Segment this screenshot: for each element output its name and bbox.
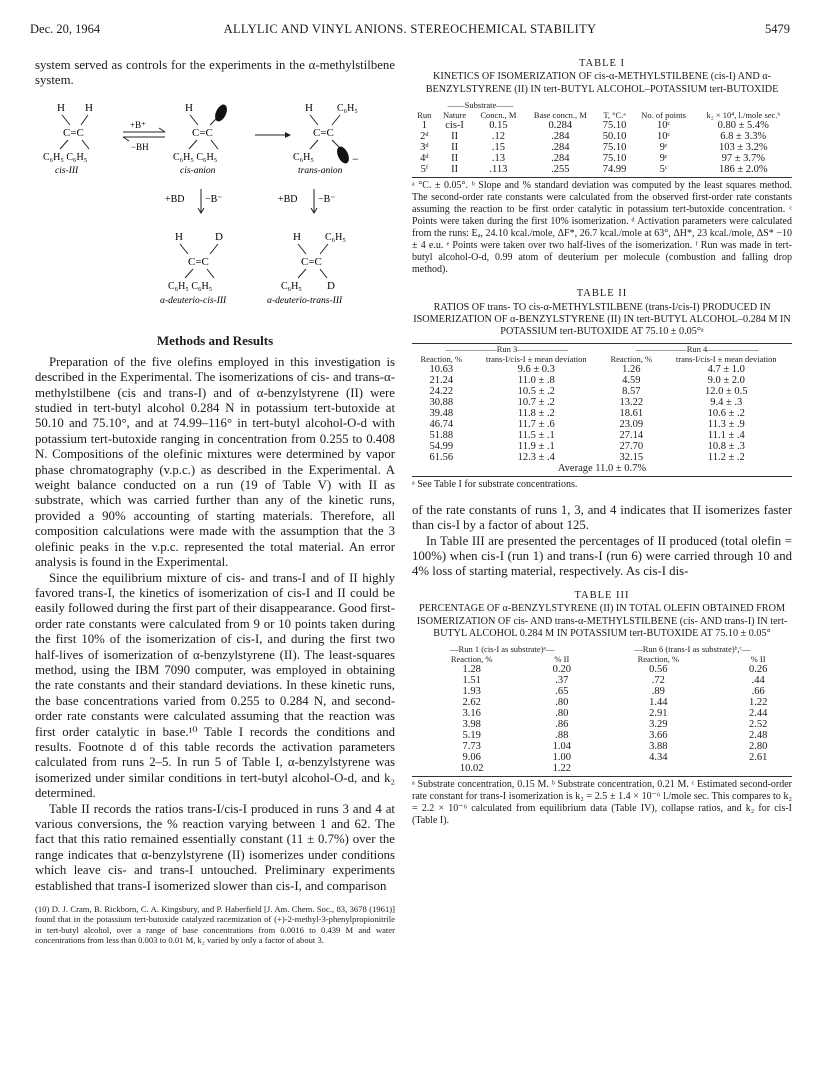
scheme-label: H [185,101,193,114]
table-cell: 0.80 ± 5.4% [717,120,769,132]
table-cell: 0.284 [548,120,573,132]
table-2-caption [412,288,792,339]
table-header-row [412,354,792,364]
table-cell: 0.20 [552,663,572,675]
running-header [30,22,790,40]
paragraph: Preparation of the five olefins employed in this investigation is described in the Experimental. The isomerizations of cis- and trans-α-methylstilbene (cis and trans-I) and of α-benzylstyrene (II) were studied in tert-butyl alcohol 0.284 N in potassium tert-butoxide at 50.10 and 75.10°, and at 74.99–116° in tert-butyl alcohol-O-d with potassium tert-butoxide ranging in concentration from 0.255 to 0.408 N. Compositions of the olefinic mixtures were determined by vapor phase chromatography (v.p.c.) as described in the Experimental. A weight balance conducted on a run (19 of Table V) with II as substrate, which was carried further than any of the kinetic runs, provided a 90% accounting of starting materials. Therefore, all composition calculations were made with the assumption that the 3 olefinic peaks in the v.p.c. represented the total material. An error analysis is found in the Experimental. [35,354,395,570]
table-header-cell: Base concn., M [533,110,587,121]
scheme-label: −B⁻ [205,193,223,205]
table-cell: II [451,164,459,176]
table-cell: .65 [555,685,569,697]
table-cell: .284 [551,131,570,143]
table-average: Average 11.0 ± 0.7% [557,462,647,474]
scheme-label: C₆H₅ [337,102,358,114]
scheme-label: C=C [313,126,334,139]
table-cell: .86 [555,718,569,730]
table-cell [592,763,724,774]
table-cell: 39.48 [429,407,454,419]
table-row [412,164,792,175]
table-row [412,730,792,741]
table-row [412,397,792,408]
scheme-label: C₆H₅ [293,151,314,163]
lone-pair-lobe [335,145,352,166]
table-row [412,131,792,142]
table-cell: 0.26 [748,663,768,675]
table-label: TABLE III [574,589,630,601]
deuterio-cis-III-structure [160,231,227,306]
scheme-label: C=C [192,126,213,139]
table-cell: 74.99 [602,164,627,176]
table-3-caption [412,590,792,641]
deuteration-arrow-left [165,189,223,213]
table-group-header: ——————Run 3—————— [445,343,569,354]
table-cell: 13.22 [619,396,644,408]
table-header-cell: % II [554,653,570,664]
table-cell: 5ᶠ [420,164,429,176]
table-cell: 97 ± 3.7% [721,153,765,165]
table-cell: 9.4 ± .3 [710,396,743,408]
table-cell: 12.3 ± .4 [517,451,555,463]
table-cell: 7.73 [462,740,481,752]
table-cell: 2.61 [748,751,768,763]
table-cell: 11.5 ± .1 [517,429,555,441]
table-row [412,386,792,397]
table-cell: 1.04 [552,740,572,752]
table-1 [412,100,792,175]
table-cell: .44 [751,674,765,686]
table-cell: 9.06 [462,751,481,763]
table-cell: 0.15 [489,120,508,132]
scheme-label: +B⁺ [130,119,146,130]
table-cell: 9ᶜ [659,153,668,165]
table-cell: .66 [751,685,765,697]
table-cell: 27.70 [619,440,644,452]
table-group-header: —Run 6 (trans-I as substrate)ᵇ,ᶜ— [634,643,751,654]
table-cell: 10.02 [459,762,484,774]
table-cell: 1.28 [462,663,481,675]
table-title: RATIOS OF trans- TO cis-α-METHYLSTILBENE (trans-I/cis-I) PRODUCED IN ISOMERIZATION OF α-BENZYLSTYRENE (II) IN tert-BUTYL ALCOHOL–0.284 M IN POTASSIUM tert-BUTOXIDE AT 75.10 ± 0.05°ᵃ [413,301,791,338]
table-cell: 2.44 [748,707,768,719]
table-cell: 4.59 [622,374,641,386]
table-group-header-row [412,644,792,654]
table-cell: 4.7 ± 1.0 [707,363,745,375]
compound-name: α-deuterio-trans-III [267,295,343,306]
table-cell: 75.10 [602,142,627,154]
table-cell: 9ᶜ [659,142,668,154]
table-cell: 75.10 [602,153,627,165]
table-header-cell: % II [750,653,766,664]
table-title: KINETICS OF ISOMERIZATION OF cis-α-METHYLSTILBENE (cis-I) AND α-BENZYLSTYRENE (II) IN tert-BUTYL ALCOHOL–POTASSIUM tert-BUTOXIDE [425,71,779,95]
paragraph: Table II records the ratios trans-I/cis-I produced in runs 3 and 4 at various conversions, the % reaction varying between 1 and 62. The fact that this ratio remained essentially constant (11 ± 0.7%) over the range indicates that α-benzylstyrene (II) isomerizes under conditions which leave cis- and trans-I untouched. Preliminary experiments established that trans-I isomerized slower than cis-I, and comparison [35,801,395,893]
table-cell: .284 [551,153,570,165]
table-cell: 23.09 [619,418,644,430]
table-cell: 54.99 [429,440,454,452]
table-cell: .88 [555,729,569,741]
table-row [412,452,792,463]
footnote: (10) D. J. Cram, B. Rickborn, C. A. Kingsbury, and P. Haberfield [J. Am. Chem. Soc., 83, 3678 (1961)] found that in the potassium tert-butoxide catalyzed racemization of (+)-2-methyl-3-phenylpropionitrile in tert-butyl alcohol, over a range of base concentrations from 0.0016 to 0.439 M and water concentrations from less than 0.003 to 0.01 M, k₂ varied by only a factor of about 3. [35,904,395,945]
table-cell: 12.0 ± 0.5 [705,385,748,397]
table-cell: 32.15 [619,451,644,463]
table-row [412,419,792,430]
table-cell: 21.24 [429,374,454,386]
table-label: TABLE II [576,288,628,300]
table-cell: .13 [491,153,505,165]
table-cell: 30.88 [429,396,454,408]
table-header-cell: Reaction, % [450,653,493,664]
table-cell: II [451,142,459,154]
table-cell [724,763,792,774]
table-cell: 9.6 ± 0.3 [517,363,555,375]
table-cell: 10.8 ± .3 [707,440,745,452]
table-cell: 61.56 [429,451,454,463]
table-cell: 11.9 ± .1 [517,440,555,452]
scheme-label: H [85,101,93,114]
table-cell: 11.0 ± .8 [517,374,555,386]
compound-name: trans-anion [298,165,343,176]
table-cell: 10.6 ± .2 [707,407,745,419]
table-cell: .37 [555,674,569,686]
table-cell: 2.80 [748,740,768,752]
table-group-header: —Run 1 (cis-I as substrate)ᵃ— [450,643,555,654]
header-page-number: 5479 [765,22,790,36]
scheme-label: C₆H₅ [325,231,346,243]
table-cell: .72 [651,674,665,686]
table-header-cell: Reaction, % [637,653,680,664]
table-3-notes: ᵃ Substrate concentration, 0.15 M. ᵇ Substrate concentration, 0.21 M. ᶜ Estimated second-order rate constant for trans-I isomerization is k₂ = 2.5 ± 1.4 × 10⁻⁶ l./mole sec. This compares to k₂ = 2.2 × 10⁻⁶ calculated from equilibrium data (Table IV), collapse ratios, and k₂ for cis-I (Table I). [412,778,792,826]
scheme-label: C₆H₅ C₆H₅ [173,151,218,163]
table-group-header-row [412,100,792,110]
table-row [412,763,792,774]
table-row [412,675,792,686]
table-cell: 1.00 [552,751,572,763]
table-cell: 27.14 [619,429,644,441]
left-column [35,58,395,945]
table-cell: 75.10 [602,120,627,132]
table-cell: 11.1 ± .4 [707,429,745,441]
table-header-cell: trans-I/cis-I ± mean deviation [675,353,777,364]
table-cell: 4.34 [649,751,668,763]
table-cell: II [451,153,459,165]
table-row [412,364,792,375]
table-row [412,708,792,719]
table-2-notes: ᵃ See Table I for substrate concentrations. [412,478,578,490]
table-cell: 10.7 ± .2 [517,396,555,408]
table-row [412,752,792,763]
paragraph: Since the equilibrium mixture of cis- and trans-I and of II highly favored trans-I, the kinetics of isomerization of cis-I and II could be easily followed during the first part of their disappearance. Good first-order rate constants were calculated from 9 or 10 points taken during the first 10% of the isomerization of cis-I, and during the first two half-lives of isomerization of α-benzylstyrene (II). The least-squares method, using the IBM 7090 computer, was employed in obtaining the rate constants and their standard deviations. In these kinetic runs, the base concentrations varied from 0.255 to 0.284 N, and second-order rate constants were calculated assuming that the reaction was first order catalytic in base.¹⁰ Table I records the conditions and results. Footnote d of this table records the activation parameters calculated from runs 2–5. In run 5 of Table I, α-benzylstyrene was isomerized under similar conditions in tert-butyl alcohol-O-d, and k₂ determined. [35,570,395,801]
table-row [412,408,792,419]
scheme-label: C₆H₅ C₆H₅ [43,151,88,163]
table-cell: .12 [491,131,505,143]
table-cell: 2.48 [748,729,768,741]
table-cell: .89 [651,685,665,697]
cis-III-structure [43,102,93,176]
table-rule [412,776,792,777]
table-cell: 2ᵈ [420,131,429,143]
table-cell: II [451,131,459,143]
scheme-label: −BH [131,141,149,152]
table-2 [412,344,792,474]
table-cell: 10ᶜ [657,120,671,132]
table-cell: 103 ± 3.2% [718,142,768,154]
table-group-header-row [412,344,792,354]
table-row [412,153,792,164]
table-row [412,686,792,697]
table-cell: 2.62 [462,696,481,708]
arrow-head [285,132,291,138]
table-cell: cis-I [445,120,464,132]
scheme-label: C₆H₅ [281,280,302,292]
table-header-cell: Run [417,110,432,121]
table-group-header: ——Substrate—— [447,100,514,111]
table-cell: 8.57 [622,385,641,397]
trans-anion-structure [293,102,359,176]
table-cell: 3.98 [462,718,481,730]
scheme-label: H [293,230,301,243]
table-header-cell: Concn., M [480,110,517,121]
table-cell: 50.10 [602,131,627,143]
table-cell: 2.91 [649,707,668,719]
table-rule [412,177,792,178]
equilibrium-arrow [123,120,165,152]
table-cell: 10.63 [429,363,454,375]
scheme-label: D [215,230,223,243]
table-cell: 1 [421,120,427,132]
scheme-label: C=C [188,255,209,268]
scheme-label: C₆H₅ C₆H₅ [168,280,213,292]
table-row [412,697,792,708]
table-cell: .284 [551,142,570,154]
table-cell: 24.22 [429,385,454,397]
table-cell: 1.26 [622,363,641,375]
table-cell: .255 [551,164,570,176]
table-row [412,142,792,153]
table-header-cell: Nature [443,110,467,121]
table-cell: 5ᶜ [659,164,668,176]
table-label: TABLE I [578,58,626,69]
table-cell: 3.88 [649,740,668,752]
table-cell: 3.29 [649,718,668,730]
table-rule [412,476,792,477]
section-heading: Methods and Results [156,332,274,348]
table-header-row [412,654,792,664]
table-header-cell: Reaction, % [610,353,653,364]
table-cell: 11.3 ± .9 [707,418,745,430]
table-row [412,430,792,441]
table-cell: 18.61 [619,407,644,419]
paragraph: of the rate constants of runs 1, 3, and 4 indicates that II isomerizes faster than cis-I by a factor of about 125. [412,502,792,533]
table-header-cell: Reaction, % [420,353,463,364]
table-cell: 0.56 [649,663,668,675]
deuteration-arrow-right [278,189,336,213]
table-cell: 46.74 [429,418,454,430]
header-title: ALLYLIC AND VINYL ANIONS. STEREOCHEMICAL STABILITY [223,22,597,36]
scheme-label: H [57,101,65,114]
table-cell: 3.16 [462,707,481,719]
compound-name: cis-III [55,165,79,176]
reaction-scheme [35,95,395,323]
table-header-cell: k₂ × 10⁴, l./mole sec.ᵇ [706,110,781,121]
table-cell: 9.0 ± 2.0 [707,374,745,386]
table-cell: .15 [491,142,505,154]
deuterio-trans-III-structure [267,231,346,306]
table-header-row [412,110,792,120]
table-cell: 4ᵈ [420,153,429,165]
scheme-label: −B⁻ [318,193,336,205]
table-header-cell: No. of points [641,110,686,121]
table-cell: 1.22 [552,762,572,774]
negative-charge: − [352,151,359,166]
compound-name: α-deuterio-cis-III [160,295,227,306]
table-cell: 1.22 [748,696,768,708]
table-cell: 5.19 [462,729,481,741]
table-row [412,664,792,675]
table-row [412,441,792,452]
scheme-label: C=C [301,255,322,268]
table-cell: 11.2 ± .2 [707,451,745,463]
table-row [412,741,792,752]
cis-anion-structure [173,102,229,176]
table-cell: 1.51 [462,674,481,686]
table-cell: .80 [555,696,569,708]
intro-paragraph: system served as controls for the experiments in the α-methylstilbene system. [35,58,395,88]
table-cell: 10.5 ± .2 [517,385,555,397]
header-date: Dec. 20, 1964 [30,22,101,36]
scheme-label: +BD [278,193,298,205]
right-column [412,58,792,827]
table-cell: 1.44 [649,696,668,708]
table-cell: 10ᶜ [657,131,671,143]
table-header-cell: trans-I/cis-I ± mean deviation [485,353,587,364]
scheme-label: +BD [165,193,185,205]
table-cell: 6.8 ± 3.3% [720,131,767,143]
table-title: PERCENTAGE OF α-BENZYLSTYRENE (II) IN TOTAL OLEFIN OBTAINED FROM ISOMERIZATION OF cis- AND trans-α-METHYLSTILBENE (cis- AND trans-I) IN tert-BUTYL ALCOHOL 0.284 M IN POTASSIUM tert-BUTOXIDE AT 75.10 ± 0.05° [416,603,788,640]
table-cell: .80 [555,707,569,719]
table-header-cell: T, °C.ᵃ [603,110,626,121]
scheme-label: C=C [63,126,84,139]
table-cell: 3ᵈ [420,142,429,154]
compound-name: cis-anion [180,165,216,176]
table-cell: 3.66 [649,729,668,741]
paragraph: In Table III are presented the percentages of II produced (total olefin = 100%) when cis-I (run 1) and trans-I (run 6) were carried through 10 and 4% loss of starting material, respectively. As cis-I dis- [412,533,792,579]
table-row [412,120,792,131]
table-row [412,375,792,386]
table-cell: 51.88 [429,429,454,441]
table-1-caption [412,58,792,96]
table-cell: 2.52 [748,718,768,730]
table-group-header: ——————Run 4—————— [635,343,759,354]
scheme-label: H [175,230,183,243]
table-cell: 11.7 ± .6 [517,418,555,430]
table-cell: .113 [489,164,508,176]
table-1-notes: ᵃ °C. ± 0.05°. ᵇ Slope and % standard deviation was computed by the least squares method. The second-order rate constants were calculated from the observed first-order rate constants assuming the reaction to be first order catalytic in potassium tert-butoxide concentration. ᶜ Points were taken during the first 10% isomerization. ᵈ Activation parameters were calculated from the runs: Eₐ, 24.10 kcal./mole, ΔF*, 26.7 kcal./mole at 63°, ΔH*, 23 kcal./mole, ΔS* −10 ± 4 e.u. ᵉ Points were taken over two half-lives of the isomerization. ᶠ Run was made in tert-butyl alcohol-O-d, 0.99 atom of deuterium per molecule (combustion and falling drop method). [412,180,792,276]
table-row [412,719,792,730]
scheme-label: H [305,101,313,114]
table-cell: 11.8 ± .2 [517,407,555,419]
table-3 [412,644,792,774]
table-cell: 186 ± 2.0% [718,164,768,176]
table-cell: 1.93 [462,685,481,697]
scheme-label: D [327,279,335,292]
